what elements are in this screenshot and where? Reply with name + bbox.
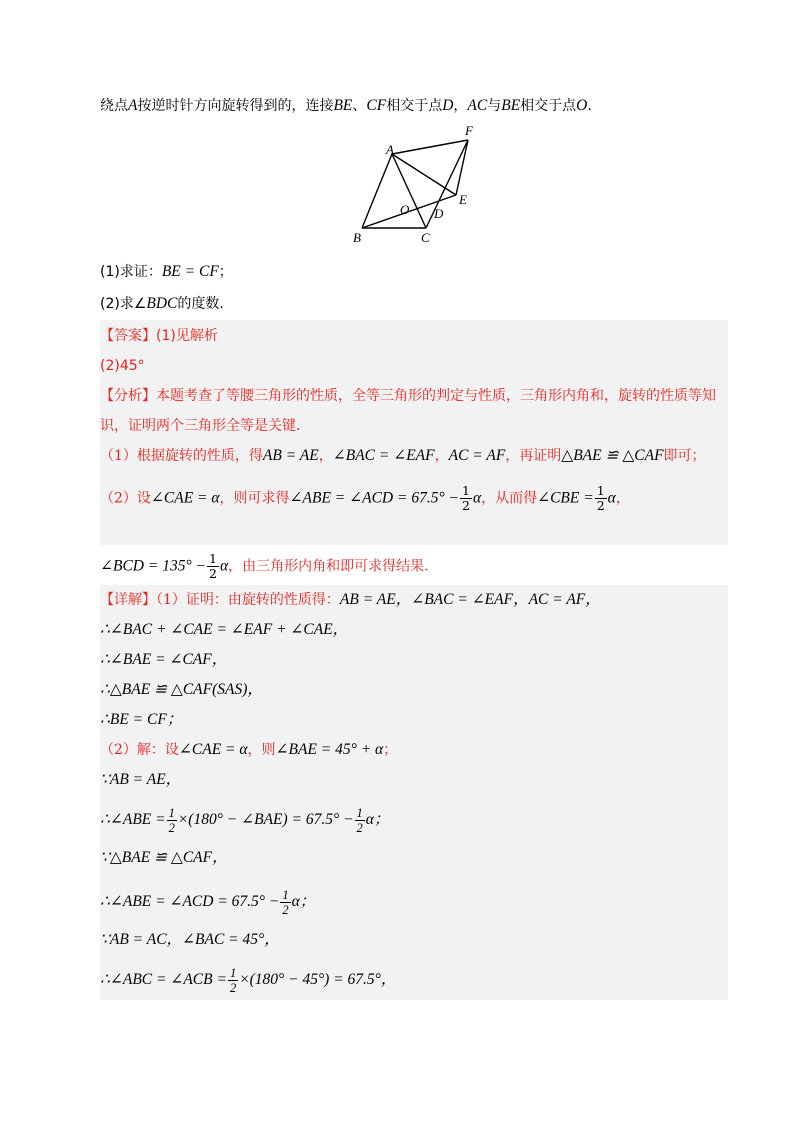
intro-var-a: A bbox=[128, 97, 138, 114]
detail-line-11: ∵AB = AC，∠BAC = 45°， bbox=[100, 931, 280, 948]
analysis-line-2: 识，证明两个三角形全等是关键. bbox=[100, 418, 301, 434]
intro-var-o: O bbox=[576, 97, 588, 114]
intro-var-cf: CF bbox=[366, 97, 387, 114]
detail-line-6: （2）解：设∠CAE = α，则∠BAE = 45° + α； bbox=[100, 741, 398, 758]
detail-line-9: ∵△BAE ≌ △CAF， bbox=[100, 849, 228, 866]
intro-var-be: BE bbox=[501, 97, 521, 114]
answer-label: 【答案】 bbox=[100, 328, 156, 344]
detail-line-5: ∴BE = CF； bbox=[100, 711, 183, 728]
segment-cf bbox=[426, 140, 468, 228]
intro-text: 、 bbox=[352, 98, 367, 114]
analysis-step-1: （1）根据旋转的性质，得AB = AE，∠BAC = ∠EAF，AC = AF，再证明△BAE ≌ △CAF即可； bbox=[100, 447, 706, 464]
label-f: F bbox=[465, 123, 473, 138]
detail-line-1: 【详解】（1）证明：由旋转的性质得：AB = AE，∠BAC = ∠EAF，AC = AF， bbox=[100, 591, 601, 608]
fraction: $\frac{1}{2}$ bbox=[168, 806, 175, 835]
label-a: A bbox=[386, 142, 394, 157]
question-1: (1)求证：BE = CF； bbox=[100, 263, 233, 280]
analysis-step-2: （2）设∠CAE = α，则可求得∠ABE = ∠ACD = 67.5° − $\frac{1}{2}$ α，从而得∠CBE = $\frac{1}{2}$ α， bbox=[100, 483, 630, 513]
detail-line-7: ∵AB = AE， bbox=[100, 771, 182, 788]
fraction: $\frac{1}{2}$ bbox=[229, 966, 237, 995]
detail-line-12: ∴∠ABC = ∠ACB = $\frac{1}{2}$ ×(180° − 45°) = 67.5°， bbox=[100, 966, 397, 995]
answer-line-2: (2)45° bbox=[100, 358, 145, 374]
fraction: $\frac{1}{2}$ bbox=[356, 806, 363, 835]
label-o: O bbox=[400, 202, 410, 217]
analysis-line-1: 【分析】本题考查了等腰三角形的性质，全等三角形的判定与性质，三角形内角和，旋转的性质等知 bbox=[100, 388, 716, 404]
intro-text: 按逆时针方向旋转得到的，连接 bbox=[137, 98, 334, 114]
intro-line bbox=[100, 96, 592, 116]
detail-line-2: ∴∠BAC + ∠CAE = ∠EAF + ∠CAE， bbox=[100, 621, 349, 638]
fraction: $\frac{1}{2}$ bbox=[282, 888, 289, 917]
intro-var-d: D bbox=[442, 97, 454, 114]
fraction: $\frac{1}{2}$ bbox=[462, 483, 470, 513]
fraction: $\frac{1}{2}$ bbox=[208, 551, 217, 581]
label-e: E bbox=[459, 192, 467, 207]
intro-text: . bbox=[587, 98, 592, 114]
label-c: C bbox=[421, 230, 430, 245]
intro-var-be: BE bbox=[333, 97, 353, 114]
segment-fe bbox=[456, 140, 468, 195]
detail-line-10: ∴∠ABE = ∠ACD = 67.5° − $\frac{1}{2}$ α； bbox=[100, 888, 316, 917]
intro-text: 与 bbox=[487, 98, 502, 114]
fraction: $\frac{1}{2}$ bbox=[596, 483, 605, 513]
detail-line-4: ∴△BAE ≌ △CAF(SAS)， bbox=[100, 681, 263, 698]
question-2: (2)求∠BDC的度数. bbox=[100, 295, 224, 312]
geometry-figure bbox=[344, 120, 484, 250]
segment-ab bbox=[362, 154, 392, 228]
intro-text: 相交于点 bbox=[520, 98, 577, 114]
intro-text: ， bbox=[453, 98, 468, 114]
detail-label: 【详解】 bbox=[100, 592, 156, 608]
detail-line-8: ∴∠ABE = $\frac{1}{2}$ ×(180° − ∠BAE) = 67.5° − $\frac{1}{2}$ α； bbox=[100, 806, 390, 835]
segment-af bbox=[392, 140, 468, 154]
intro-text: 绕点 bbox=[100, 98, 128, 114]
intro-var-ac: AC bbox=[467, 97, 488, 114]
analysis-step-3: ∠BCD = 135° − $\frac{1}{2}$ α，由三角形内角和即可求得结果. bbox=[100, 551, 429, 581]
label-d: D bbox=[434, 206, 444, 221]
analysis-label: 【分析】 bbox=[100, 388, 156, 404]
detail-line-3: ∴∠BAE = ∠CAF， bbox=[100, 651, 228, 668]
answer-line-1: 【答案】(1)见解析 bbox=[100, 328, 218, 344]
intro-text: 相交于点 bbox=[386, 98, 443, 114]
label-b: B bbox=[353, 230, 361, 245]
